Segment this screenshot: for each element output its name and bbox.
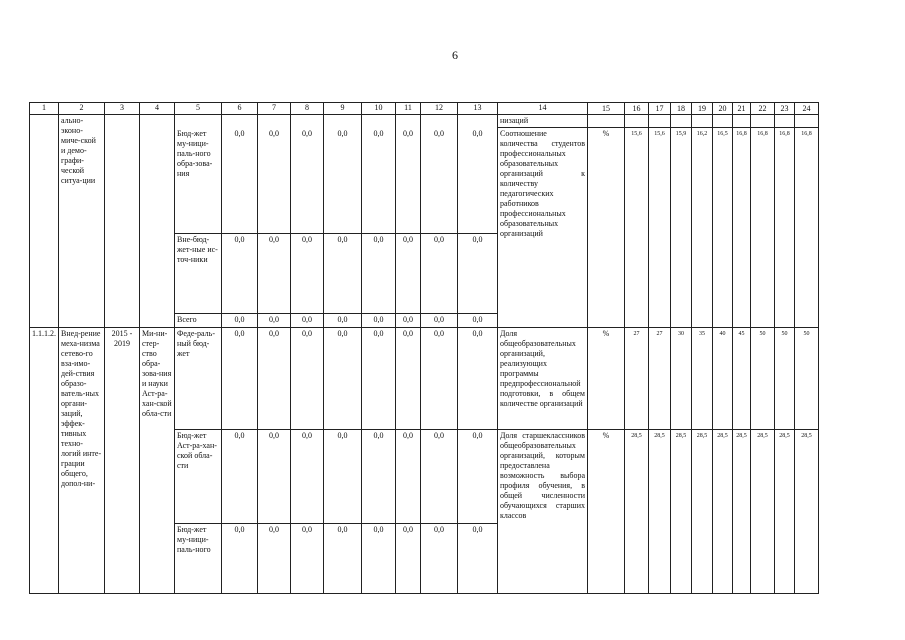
- value-cell: 0,0: [222, 328, 258, 430]
- value-cell: 0,0: [396, 314, 421, 328]
- target-value: 28,5: [671, 430, 692, 594]
- value-cell: 0,0: [222, 314, 258, 328]
- indicator-unit: %: [588, 328, 625, 430]
- value-cell: 0,0: [258, 524, 291, 594]
- target-value: 28,5: [775, 430, 795, 594]
- col-header: 4: [140, 103, 175, 115]
- target-value: 28,5: [692, 430, 713, 594]
- value-cell: 0,0: [258, 430, 291, 524]
- value-cell: 0,0: [396, 234, 421, 314]
- col-header: 22: [751, 103, 775, 115]
- funding-source: Бюд-жет му-ници-паль-ного обра-зова-ния: [175, 128, 222, 234]
- value-cell: 0,0: [291, 328, 324, 430]
- target-value: 16,5: [713, 128, 733, 328]
- indicator-unit: %: [588, 430, 625, 594]
- value-cell: 0,0: [324, 314, 362, 328]
- header-row: [30, 103, 819, 115]
- col-header: 17: [649, 103, 671, 115]
- target-value: 45: [733, 328, 751, 430]
- col-header: 23: [775, 103, 795, 115]
- col-header: 3: [105, 103, 140, 115]
- value-cell: 0,0: [458, 430, 498, 524]
- funding-source: Бюд-жет Аст-ра-хан-ской обла-сти: [175, 430, 222, 524]
- target-value: 16,8: [733, 128, 751, 328]
- value-cell: 0,0: [258, 328, 291, 430]
- continuation-top-row: [30, 115, 819, 128]
- measure-name: Внед-рение меха-низма сетево-го вза-имо-дей-ствия образо-ватель-ных органи-заций, эффек-тивных техно-логий инте-грации общего, допол-ни-: [59, 328, 105, 594]
- value-cell: 0,0: [458, 524, 498, 594]
- value-cell: 0,0: [222, 128, 258, 234]
- target-value: 30: [671, 328, 692, 430]
- indicator-text: Соотношение количества студентов профессиональных образовательных организаций к количеству педагогических работников профессиональных образовательных организаций: [498, 128, 588, 328]
- col-header: 9: [324, 103, 362, 115]
- value-cell: 0,0: [324, 328, 362, 430]
- target-value: 28,5: [733, 430, 751, 594]
- value-cell: 0,0: [324, 234, 362, 314]
- value-cell: 0,0: [421, 430, 458, 524]
- indicator-text: Доля старшеклассников общеобразовательных организаций, которым предоставлена возможность выбора профиля обучения, в общей численности обучающихся старших классов: [498, 430, 588, 594]
- target-value: 28,5: [713, 430, 733, 594]
- target-value: 50: [795, 328, 819, 430]
- col-header: 20: [713, 103, 733, 115]
- measure-code: 1.1.1.2.: [30, 328, 59, 594]
- indicator-text: Доля общеобразовательных организаций, реализующих программы предпрофессиональной подготовки, в общем количестве организаций: [498, 328, 588, 430]
- value-cell: 0,0: [396, 128, 421, 234]
- value-cell: 0,0: [458, 314, 498, 328]
- col-header: 6: [222, 103, 258, 115]
- funding-source: Бюд-жет му-ници-паль-ного: [175, 524, 222, 594]
- value-cell: 0,0: [258, 234, 291, 314]
- measure-name-cont: ально-эконо-миче-ской и демо-графи-ческой ситуа-ции: [59, 115, 105, 328]
- cell-executor: [140, 115, 175, 328]
- value-cell: 0,0: [362, 314, 396, 328]
- funding-row: [30, 328, 819, 430]
- value-cell: 0,0: [324, 128, 362, 234]
- target-value: 27: [625, 328, 649, 430]
- page-number: 6: [452, 48, 458, 62]
- target-value: 50: [775, 328, 795, 430]
- value-cell: 0,0: [291, 430, 324, 524]
- col-header: 2: [59, 103, 105, 115]
- col-header: 19: [692, 103, 713, 115]
- value-cell: 0,0: [291, 524, 324, 594]
- funding-source: Феде-раль-ный бюд-жет: [175, 328, 222, 430]
- funding-source: Вне-бюд-жет-ные ис-точ-ники: [175, 234, 222, 314]
- col-header: 12: [421, 103, 458, 115]
- col-header: 5: [175, 103, 222, 115]
- target-value: 15,6: [625, 128, 649, 328]
- value-cell: 0,0: [421, 524, 458, 594]
- col-header: 1: [30, 103, 59, 115]
- cell-code: [30, 115, 59, 328]
- value-cell: 0,0: [222, 430, 258, 524]
- target-value: 16,8: [795, 128, 819, 328]
- target-value: 28,5: [649, 430, 671, 594]
- value-cell: 0,0: [291, 234, 324, 314]
- value-cell: 0,0: [458, 328, 498, 430]
- value-cell: 0,0: [458, 128, 498, 234]
- value-cell: 0,0: [421, 128, 458, 234]
- col-header: 13: [458, 103, 498, 115]
- value-cell: 0,0: [421, 234, 458, 314]
- value-cell: 0,0: [396, 430, 421, 524]
- indicator-unit: %: [588, 128, 625, 328]
- target-value: 15,9: [671, 128, 692, 328]
- value-cell: 0,0: [362, 128, 396, 234]
- value-cell: 0,0: [324, 524, 362, 594]
- target-value: 27: [649, 328, 671, 430]
- col-header: 11: [396, 103, 421, 115]
- value-cell: 0,0: [362, 524, 396, 594]
- target-value: 40: [713, 328, 733, 430]
- measure-executor: Ми-ни-стер-ство обра-зова-ния и науки Аст-ра-хан-ской обла-сти: [140, 328, 175, 594]
- value-cell: 0,0: [396, 524, 421, 594]
- col-header: 14: [498, 103, 588, 115]
- value-cell: 0,0: [362, 234, 396, 314]
- value-cell: 0,0: [421, 314, 458, 328]
- target-value: 28,5: [625, 430, 649, 594]
- col-header: 7: [258, 103, 291, 115]
- target-value: 16,2: [692, 128, 713, 328]
- target-value: 50: [751, 328, 775, 430]
- target-value: 28,5: [795, 430, 819, 594]
- target-value: 15,6: [649, 128, 671, 328]
- value-cell: 0,0: [258, 128, 291, 234]
- value-cell: 0,0: [258, 314, 291, 328]
- value-cell: 0,0: [362, 328, 396, 430]
- col-header: 24: [795, 103, 819, 115]
- value-cell: 0,0: [421, 328, 458, 430]
- funding-source: Всего: [175, 314, 222, 328]
- col-header: 15: [588, 103, 625, 115]
- measure-period: 2015 - 2019: [105, 328, 140, 594]
- col-header: 16: [625, 103, 649, 115]
- value-cell: 0,0: [222, 524, 258, 594]
- indicator-prev-text: низаций: [498, 115, 588, 128]
- target-value: 16,8: [751, 128, 775, 328]
- target-value: 16,8: [775, 128, 795, 328]
- col-header: 10: [362, 103, 396, 115]
- target-value: 28,5: [751, 430, 775, 594]
- col-header: 18: [671, 103, 692, 115]
- value-cell: 0,0: [291, 128, 324, 234]
- cell-period: [105, 115, 140, 328]
- col-header: 21: [733, 103, 751, 115]
- value-cell: 0,0: [222, 234, 258, 314]
- program-table: [29, 102, 819, 594]
- col-header: 8: [291, 103, 324, 115]
- value-cell: 0,0: [458, 234, 498, 314]
- value-cell: 0,0: [362, 430, 396, 524]
- value-cell: 0,0: [324, 430, 362, 524]
- target-value: 35: [692, 328, 713, 430]
- value-cell: 0,0: [396, 328, 421, 430]
- value-cell: 0,0: [291, 314, 324, 328]
